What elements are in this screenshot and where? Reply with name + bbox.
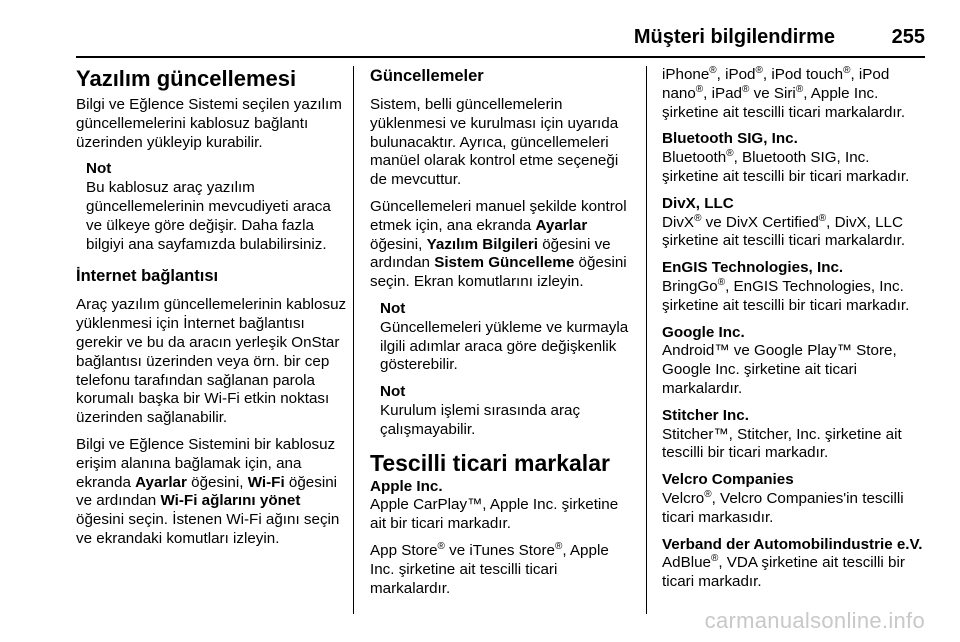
trademark-title: Apple Inc.	[370, 477, 443, 495]
trademark-bluetooth	[662, 130, 928, 186]
text-run: BringGo	[662, 277, 718, 295]
text-run: öğesini seçin. İstenen Wi-Fi ağını seçin ve ekrandaki komutları izleyin.	[76, 511, 340, 547]
registered-mark: ®	[554, 540, 563, 552]
paragraph-manual-check	[370, 198, 636, 292]
text-run: AdBlue	[662, 554, 711, 572]
heading-updates: Güncellemeler	[370, 67, 484, 85]
paragraph-updates: Sistem, belli güncellemelerin yüklenmesi ve kurulması için uyarıda bulunacaktır. Ayrıca, güncellemeleri manüel olarak kontrol etme seçeneği de mevcuttur.	[370, 96, 619, 189]
note-body: Güncellemeleri yükleme ve kurmayla ilgili adımlar araca göre değişkenlik gösterebilir.	[380, 318, 629, 374]
column-1	[76, 66, 348, 557]
note-block	[380, 300, 636, 375]
registered-mark: ®	[843, 64, 851, 76]
text-run: öğesini,	[370, 235, 427, 253]
text-run: öğesini ve ardından	[370, 235, 611, 272]
text-run: DivX	[662, 213, 695, 231]
text-run: ve Siri	[749, 84, 796, 102]
text-run: , iPod nano	[662, 66, 890, 102]
trademark-body: Android™ ve Google Play™ Store, Google Inc. şirketine ait ticari markalardır.	[662, 342, 897, 397]
text-run: ve iTunes Store	[444, 541, 555, 559]
text-run: öğesini ve ardından	[76, 473, 338, 510]
registered-mark: ®	[709, 64, 717, 76]
menu-term-system-update: Sistem Güncelleme	[434, 254, 575, 272]
trademark-title: Bluetooth SIG, Inc.	[662, 130, 798, 148]
note-body: Bu kablosuz araç yazılım güncellemelerinin mevcudiyeti araca ve ülkeye göre değişir. Daha fazla bilgiyi ana sayfamızda bulabilirsiniz.	[86, 179, 331, 253]
trademark-title: Velcro Companies	[662, 471, 794, 489]
text-run: , iPod touch	[762, 66, 844, 83]
page-number: 255	[891, 26, 925, 48]
text-run: , iPod	[716, 66, 756, 83]
menu-term-manage-wifi: Wi-Fi ağlarını yönet	[160, 492, 301, 510]
trademark-engis	[662, 259, 928, 315]
trademark-body: Apple CarPlay™, Apple Inc. şirketine ait bir ticari markadır.	[370, 496, 619, 533]
text-run: Velcro	[662, 489, 705, 507]
paragraph-intro: Bilgi ve Eğlence Sistemi seçilen yazılım güncellemelerini kablosuz bağlantı üzerinden yükleyip kurabilir.	[76, 96, 342, 151]
trademark-google	[662, 324, 928, 399]
trademark-title: Verband der Automobilindustrie e.V.	[662, 535, 923, 553]
text-run: , Bluetooth SIG, Inc. şirketine ait tescilli bir ticari markadır.	[662, 149, 910, 185]
registered-mark: ®	[704, 488, 712, 500]
trademark-stitcher	[662, 407, 928, 463]
trademark-title: Stitcher Inc.	[662, 406, 749, 424]
registered-mark: ®	[710, 553, 719, 565]
text-run: öğesini,	[186, 473, 248, 491]
registered-mark: ®	[726, 148, 734, 160]
note-body: Kurulum işlemi sırasında araç çalışmayabilir.	[380, 401, 581, 438]
text-run: App Store	[370, 541, 438, 559]
note-block	[86, 160, 348, 254]
menu-term-software-info: Yazılım Bilgileri	[426, 235, 538, 253]
page-header	[76, 22, 925, 58]
trademark-vda	[662, 536, 928, 592]
text-run: , DivX, LLC şirketine ait tescilli ticari markalardır.	[662, 213, 906, 250]
menu-term-settings: Ayarlar	[135, 473, 187, 491]
note-block	[380, 383, 636, 439]
trademark-body: Stitcher™, Stitcher, Inc. şirketine ait tescilli bir ticari markadır.	[662, 425, 902, 462]
trademark-divx	[662, 195, 928, 251]
text-run: , Apple Inc. şirketine ait tescilli ticari markalardır.	[662, 84, 906, 121]
column-2	[370, 66, 636, 606]
registered-mark: ®	[742, 83, 750, 95]
menu-term-settings: Ayarlar	[535, 216, 588, 234]
text-run: Bilgi ve Eğlence Sistemini bir kablosuz erişim alanına bağlamak için, ana ekranda	[76, 435, 336, 491]
paragraph-apple-devices	[662, 66, 928, 122]
trademark-title: DivX, LLC	[662, 194, 734, 212]
text-run: , iPad	[703, 84, 743, 102]
column-3	[662, 66, 928, 600]
registered-mark: ®	[695, 83, 704, 95]
trademark-apple	[370, 478, 636, 534]
text-run: iPhone	[662, 66, 710, 83]
registered-mark: ®	[437, 540, 445, 552]
note-title: Not	[86, 160, 112, 178]
heading-trademarks: Tescilli ticari markalar	[370, 449, 610, 476]
trademark-title: Google Inc.	[662, 323, 745, 341]
header-rule	[76, 56, 925, 58]
trademark-velcro	[662, 471, 928, 527]
registered-mark: ®	[717, 276, 726, 288]
heading-internet-connection: İnternet bağlantısı	[76, 267, 219, 286]
heading-software-update: Yazılım güncellemesi	[76, 66, 297, 91]
note-title: Not	[380, 299, 406, 317]
paragraph-app-store	[370, 542, 636, 598]
section-title: Müşteri bilgilendirme	[633, 26, 835, 48]
text-run: , Apple Inc. şirketine ait tescilli ticari markalardır.	[370, 541, 609, 597]
column-divider-1	[353, 66, 354, 614]
watermark: carmanualsonline.info	[704, 608, 925, 633]
text-run: , EnGIS Technologies, Inc. şirketine ait tescilli bir ticari markadır.	[662, 277, 910, 314]
text-run: ve DivX Certified	[701, 213, 819, 231]
column-divider-2	[646, 66, 647, 614]
text-run: , Velcro Companies'in tescilli ticari markasıdır.	[662, 489, 904, 526]
text-run: , VDA şirketine ait tescilli bir ticari markadır.	[662, 554, 905, 591]
registered-mark: ®	[694, 212, 702, 224]
text-run: Güncellemeleri manuel şekilde kontrol etmek için, ana ekranda	[370, 197, 627, 234]
text-run: Bluetooth	[662, 149, 727, 167]
menu-term-wifi: Wi-Fi	[247, 473, 285, 491]
registered-mark: ®	[755, 64, 763, 76]
note-title: Not	[380, 383, 406, 401]
paragraph-wifi	[76, 436, 348, 549]
paragraph-internet: Araç yazılım güncellemelerinin kablosuz yüklenmesi için İnternet bağlantısı gerekir ve bu da aracın yerleşik OnStar bağlantısı üzerinden veya örn. bir cep telefonu tarafından sağlanan parola korumalı başka bir Wi-Fi etkin noktası üzerinden sağlanabilir.	[76, 296, 347, 427]
registered-mark: ®	[795, 83, 804, 95]
registered-mark: ®	[818, 212, 827, 224]
text-run: öğesini seçin. Ekran komutlarını izleyin.	[370, 254, 627, 291]
trademark-title: EnGIS Technologies, Inc.	[662, 259, 844, 277]
